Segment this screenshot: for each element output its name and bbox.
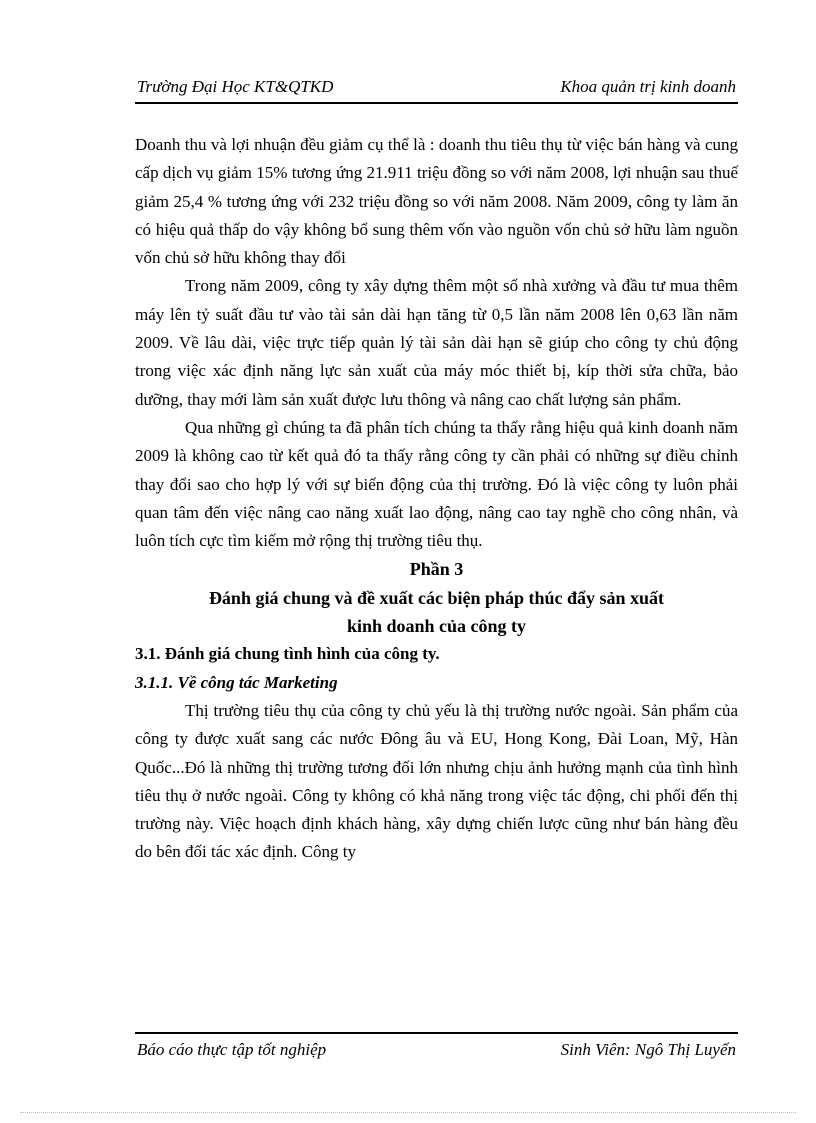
header-faculty-name: Khoa quản trị kinh doanh bbox=[560, 77, 736, 96]
page-header bbox=[135, 76, 738, 104]
paragraph-analysis-summary: Qua những gì chúng ta đã phân tích chúng ta thấy rằng hiệu quả kinh doanh năm 2009 là không cao từ kết quả đó ta thấy rằng công ty cần phải có những sự điều chỉnh thay đổi sao cho hợp lý với sự biến động của thị trường. Đó là việc công ty luôn phải quan tâm đến việc nâng cao năng xuất lao động, nâng cao tay nghề cho công nhân, và luôn tích cực tìm kiếm mở rộng thị trường tiêu thụ. bbox=[135, 417, 738, 551]
paragraph-market: Thị trường tiêu thụ của công ty chủ yếu là thị trường nước ngoài. Sản phẩm của công ty được xuất sang các nước Đông âu và EU, Hong Kong, Đài Loan, Mỹ, Hàn Quốc...Đó là những thị trường tương đối lớn nhưng chịu ảnh hưởng mạnh của tình hình tiêu thụ ở nước ngoài. Công ty không có khả năng trong việc tác động, chi phối đến thị trường này. Việc hoạch định khách hàng, xây dựng chiến lược cũng như bán hàng đều do bên đối tác xác định. Công ty bbox=[135, 700, 738, 862]
paragraph-revenue-profit: Doanh thu và lợi nhuận đều giảm cụ thể là : doanh thu tiêu thụ từ việc bán hàng và cung cấp dịch vụ giảm 15% tương ứng 21.911 triệu đồng so với năm 2008, lợi nhuận sau thuế giảm 25,4 % tương ứng với 232 triệu đồng so với năm 2008. Năm 2009, công ty làm ăn có hiệu quả thấp do vậy không bổ sung thêm vốn vào nguồn vốn chủ sở hữu làm nguồn vốn chủ sở hữu không thay đổi bbox=[135, 135, 738, 268]
page-footer bbox=[135, 1032, 738, 1060]
page-break-divider bbox=[20, 1112, 796, 1113]
paragraph-investment: Trong năm 2009, công ty xây dựng thêm một số nhà xưởng và đầu tư mua thêm máy lên tỷ suất đầu tư vào tài sản dài hạn tăng từ 0,5 lần năm 2008 lên 0,63 lần năm 2009. Về lâu dài, việc trực tiếp quản lý tài sản dài hạn sẽ giúp cho công ty chủ động trong việc xác định năng lực sản xuất của máy móc thiết bị, kíp thời sửa chữa, bảo dưỡng, thay mới làm sản xuất được lưu thông và nâng cao chất lượng sản phẩm. bbox=[135, 276, 738, 409]
footer-report-title: Báo cáo thực tập tốt nghiệp bbox=[137, 1040, 327, 1059]
document-body bbox=[135, 131, 738, 867]
subsection-heading: 3.1.1. Về công tác Marketing bbox=[135, 672, 338, 692]
part-number-heading: Phần 3 bbox=[409, 559, 464, 580]
part-title-line-2: kinh doanh của công ty bbox=[346, 616, 527, 637]
header-school-name: Trường Đại Học KT&QTKD bbox=[137, 77, 334, 96]
part-title-line-1: Đánh giá chung và đề xuất các biện pháp thúc đẩy sản xuất bbox=[208, 587, 665, 608]
footer-student-name: Sinh Viên: Ngô Thị Luyến bbox=[560, 1040, 736, 1059]
section-heading: 3.1. Đánh giá chung tình hình của công ty. bbox=[135, 644, 440, 664]
